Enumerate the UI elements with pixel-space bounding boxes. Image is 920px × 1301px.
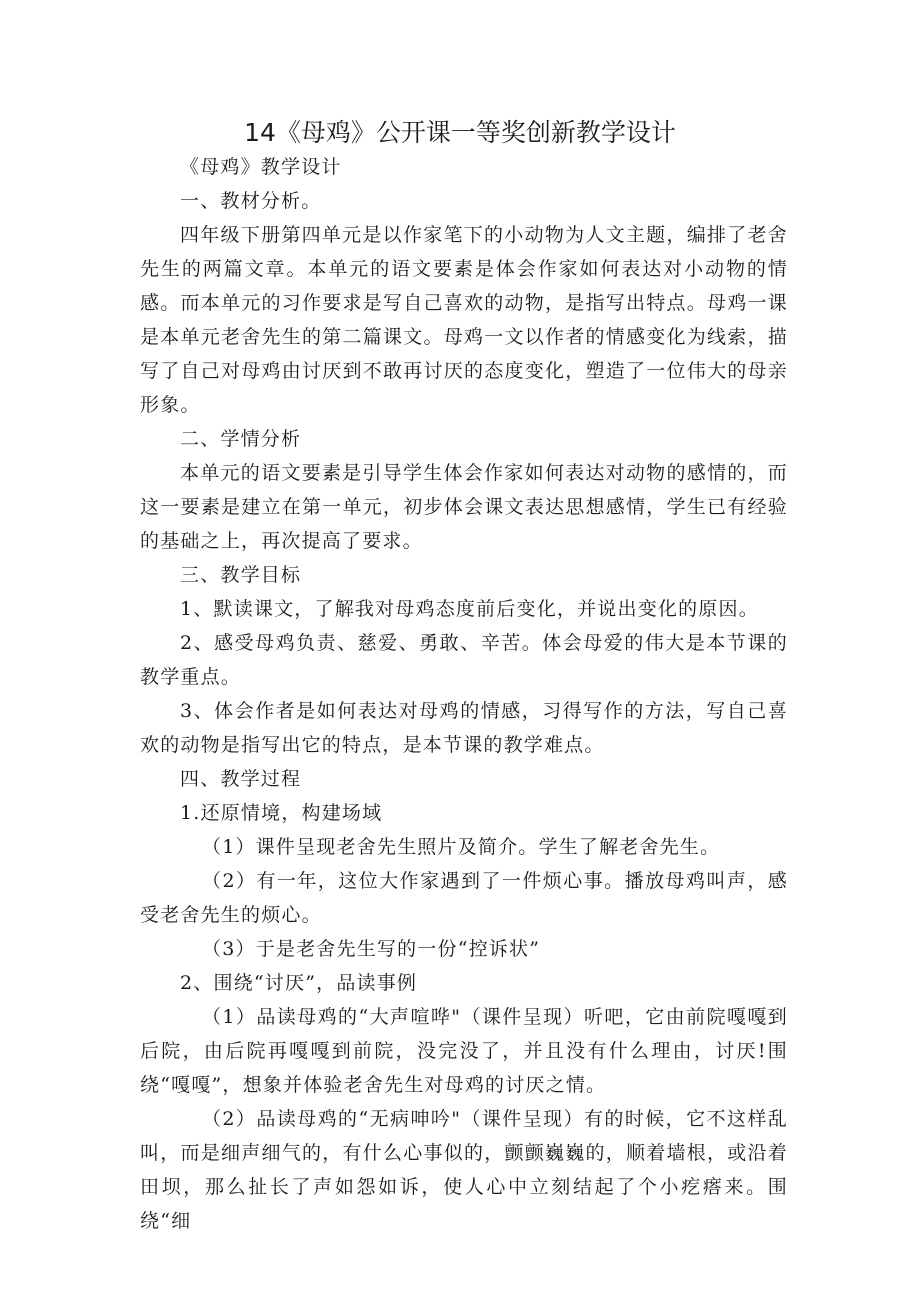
body-paragraph: （1）课件呈现老舍先生照片及简介。学生了解老舍先生。 (202, 836, 721, 858)
body-paragraph: 四年级下册第四单元是以作家笔下的小动物为人文主题，编排了老舍先生的两篇文章。本单元的语文要素是体会作家如何表达对小动物的情感。而本单元的习作要求是写自己喜欢的动物，是指写出特点。母鸡一课是本单元老舍先生的第二篇课文。母鸡一文以作者的情感变化为线索，描写了自己对母鸡由讨厌到不敢再讨厌的态度变化，塑造了一位伟大的母亲形象。 (140, 224, 788, 416)
body-paragraph: （1）品读母鸡的“大声喧哗"（课件呈现）听吧，它由前院嘎嘎到后院，由后院再嘎嘎到前院，没完没了，并且没有什么理由，讨厌!围绕“嘎嘎”，想象并体验老舍先生对母鸡的讨厌之情。 (140, 1006, 788, 1096)
document-title: 14《母鸡》公开课一等奖创新教学设计 (244, 118, 676, 147)
body-paragraph: 3、体会作者是如何表达对母鸡的情感，习得写作的方法，写自己喜欢的动物是指写出它的特点，是本节课的教学难点。 (140, 700, 788, 756)
section-heading: 1.还原情境，构建场域 (180, 802, 383, 824)
section-heading: 二、学情分析 (180, 428, 302, 450)
body-paragraph: 1、默读课文，了解我对母鸡态度前后变化，并说出变化的原因。 (180, 598, 759, 620)
section-heading: 《母鸡》教学设计 (180, 156, 342, 178)
section-heading: 一、教材分析。 (180, 190, 322, 212)
body-paragraph: （3）于是老舍先生写的一份“控诉状” (202, 938, 541, 960)
section-heading: 三、教学目标 (180, 564, 302, 586)
body-paragraph: （2）有一年，这位大作家遇到了一件烦心事。播放母鸡叫声，感受老舍先生的烦心。 (140, 870, 788, 926)
section-heading: 2、围绕“讨厌”，品读事例 (180, 972, 418, 994)
section-heading: 四、教学过程 (180, 768, 302, 790)
body-paragraph: 本单元的语文要素是引导学生体会作家如何表达对动物的感情的，而这一要素是建立在第一单元，初步体会课文表达思想感情，学生已有经验的基础之上，再次提高了要求。 (140, 462, 788, 552)
body-paragraph: （2）品读母鸡的“无病呻吟"（课件呈现）有的时候，它不这样乱叫，而是细声细气的，有什么心事似的，颤颤巍巍的，顺着墙根，或沿着田坝，那么扯长了声如怨如诉，使人心中立刻结起了个小疙瘩来。围绕“细 (140, 1108, 788, 1232)
body-paragraph: 2、感受母鸡负责、慈爱、勇敢、辛苦。体会母爱的伟大是本节课的教学重点。 (140, 632, 788, 688)
document-body (140, 150, 788, 1238)
